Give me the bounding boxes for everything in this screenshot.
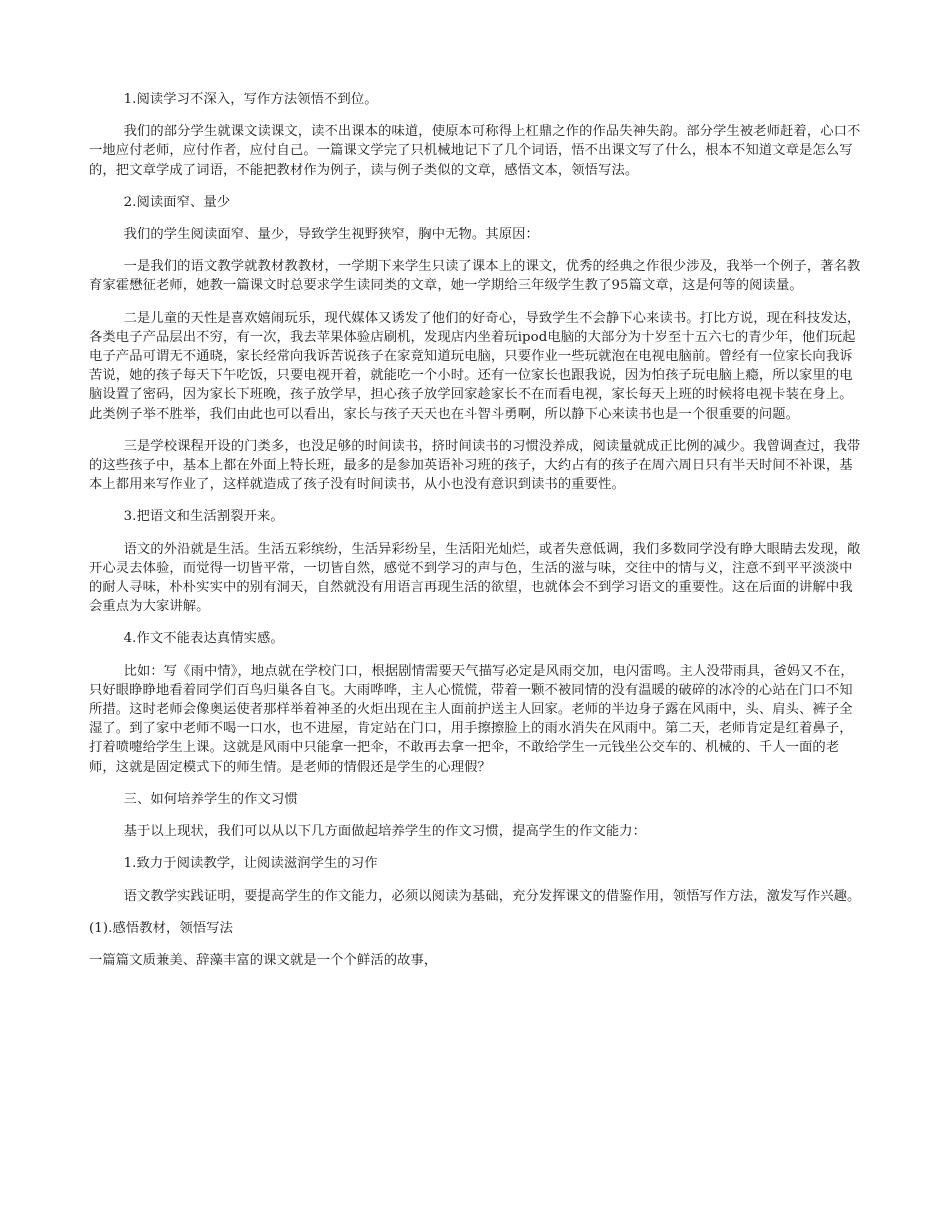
paragraph-reason-one: 一是我们的语文教学就教材教教材，一学期下来学生只读了课本上的课文，优秀的经典之作很少涉及，我举一个例子，著名教育家霍懋征老师，她教一篇课文时总要求学生读同类的文章，她一学期给三年级学生教了95篇文章，这是何等的阅读量。 bbox=[89, 259, 861, 294]
document-page bbox=[89, 90, 861, 970]
paragraph-reading-teaching: 语文教学实践证明，要提高学生的作文能力，必须以阅读为基础，充分发挥课文的借鉴作用，领悟写作方法，激发写作兴趣。 bbox=[123, 888, 861, 904]
section-heading-reading-teaching: 1.致力于阅读教学，让阅读滋润学生的习作 bbox=[123, 856, 378, 872]
paragraph-feel-textbook: 一篇篇文质兼美、辞藻丰富的课文就是一个个鲜活的故事， bbox=[89, 952, 438, 968]
paragraph-life-separation: 语文的外沿就是生活。生活五彩缤纷，生活异彩纷呈，生活阳光灿烂，或者失意低调，我们多数同学没有睁大眼睛去发现，敞开心灵去体验，而觉得一切皆平常，一切皆自然，感觉不到学习的声与色，生活的滋与味，交往中的情与义，注意不到平平淡淡中的耐人寻味，朴朴实实中的别有洞天，自然就没有用语言再现生活的欲望，也就体会不到学习语文的重要性。这在后面的讲解中我会重点为大家讲解。 bbox=[89, 541, 861, 615]
chapter-heading-cultivate-habits: 三、如何培养学生的作文习惯 bbox=[123, 791, 298, 807]
paragraph-cultivate-intro: 基于以上现状，我们可以从以下几方面做起培养学生的作文习惯，提高学生的作文能力： bbox=[123, 824, 647, 840]
paragraph-narrow-reading-intro: 我们的学生阅读面窄、量少，导致学生视野狭窄，胸中无物。其原因： bbox=[123, 227, 539, 243]
paragraph-reason-three: 三是学校课程开设的门类多，也没足够的时间读书，挤时间读书的习惯没养成，阅读量就成正比例的减少。我曾调查过，我带的这些孩子中，基本上都在外面上特长班，最多的是参加英语补习班的孩子，大约占有的孩子在周六周日只有半天时间不补课，基本上都用来写作业了，这样就造成了孩子没有时间读书，从小也没有意识到读书的重要性。 bbox=[89, 438, 861, 493]
subsection-heading-feel-textbook: (1).感悟教材，领悟写法 bbox=[89, 920, 234, 936]
paragraph-reason-two: 二是儿童的天性是喜欢嬉闹玩乐，现代媒体又诱发了他们的好奇心，导致学生不会静下心来读书。打比方说，现在科技发达，各类电子产品层出不穷，有一次，我去苹果体验店刷机，发现店内坐着玩ipod电脑的大部分为十岁至十五六七的青少年，他们玩起电子产品可谓无不通晓，家长经常向我诉苦说孩子在家竟知道玩电脑，只要作业一些玩就泡在电视电脑前。曾经有一位家长向我诉苦说，她的孩子每天下午吃饭，只要电视开着，就能吃一个小时。还有一位家长也跟我说，因为怕孩子玩电脑上瘾，所以家里的电脑设置了密码，因为家长下班晚，孩子放学早，担心孩子放学回家趁家长不在而看电视，家长每天上班的时候将电视卡装在身上。此类例子举不胜举，我们由此也可以看出，家长与孩子天天也在斗智斗勇啊，所以静下心来读书也是一个很重要的问题。 bbox=[89, 310, 861, 422]
section-heading-reading-shallow: 1.阅读学习不深入，写作方法领悟不到位。 bbox=[123, 92, 378, 107]
section-heading-true-feelings: 4.作文不能表达真情实感。 bbox=[123, 631, 284, 647]
paragraph-rain-story: 比如：写《雨中情》，地点就在学校门口，根据剧情需要天气描写必定是风雨交加，电闪雷鸣。主人没带雨具，爸妈又不在，只好眼睁睁地看着同学们百鸟归巢各自飞。大雨哗哗，主人心慌慌，带着一颗不被同情的没有温暖的破碎的冰冷的心站在门口不知所措。这时老师会像奥运使者那样举着神圣的火炬出现在主人面前护送主人回家。老师的半边身子露在风雨中，头、肩头、裤子全湿了。到了家中老师不喝一口水，也不进屋，肯定站在门口，用手擦擦脸上的雨水消失在风雨中。第二天，老师肯定是红着鼻子，打着喷嚏给学生上课。这就是风雨中只能拿一把伞，不敢再去拿一把伞，不敢给学生一元钱坐公交车的、机械的、千人一面的老师，这就是固定模式下的师生情。是老师的情假还是学生的心理假？ bbox=[89, 663, 854, 775]
paragraph-reading-shallow: 我们的部分学生就课文读课文，读不出课本的味道，使原本可称得上杠鼎之作的作品失神失韵。部分学生被老师赶着，心口不一地应付老师，应付作者，应付自己。一篇课文学完了只机械地记下了几个词语，悟不出课文写了什么，根本不知道文章是怎么写的，把文章学成了词语，不能把教材作为例子，读与例子类似的文章，感悟文本，领悟写法。 bbox=[89, 124, 861, 178]
section-heading-life-separation: 3.把语文和生活割裂开来。 bbox=[123, 509, 284, 525]
section-heading-narrow-reading: 2.阅读面窄、量少 bbox=[123, 194, 231, 210]
